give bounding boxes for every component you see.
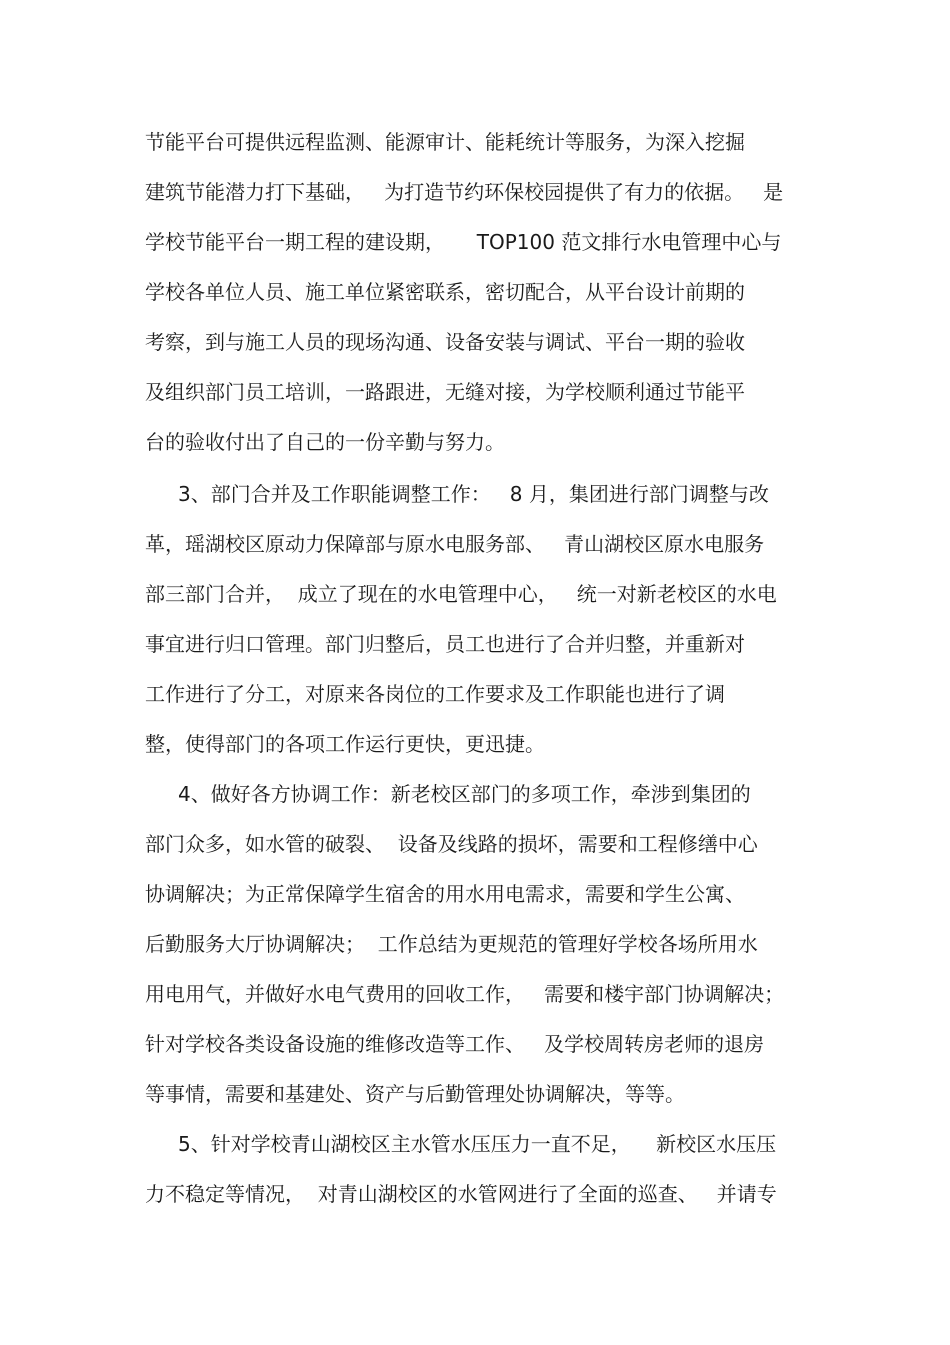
text-line: 部门众多，如水管的破裂、 设备及线路的损坏，需要和工程修缮中心 (145, 832, 758, 856)
text-line: 5、针对学校青山湖校区主水管水压压力一直不足， 新校区水压压 (178, 1132, 777, 1156)
text-line: 学校节能平台一期工程的建设期， TOP100 范文排行水电管理中心与 (145, 230, 782, 254)
text-line: 针对学校各类设备设施的维修改造等工作、 及学校周转房老师的退房 (145, 1032, 765, 1056)
text-line: 部三部门合并， 成立了现在的水电管理中心， 统一对新老校区的水电 (145, 582, 777, 606)
text-line: 及组织部门员工培训，一路跟进，无缝对接，为学校顺利通过节能平 (145, 380, 745, 404)
text-line: 用电用气，并做好水电气费用的回收工作， 需要和楼宇部门协调解决； (145, 982, 785, 1006)
text-line: 台的验收付出了自己的一份辛勤与努力。 (145, 430, 505, 454)
text-line: 革，瑶湖校区原动力保障部与原水电服务部、 青山湖校区原水电服务 (145, 532, 765, 556)
text-line: 学校各单位人员、施工单位紧密联系，密切配合，从平台设计前期的 (145, 280, 745, 304)
text-line: 力不稳定等情况， 对青山湖校区的水管网进行了全面的巡查、 并请专 (145, 1182, 777, 1206)
text-line: 考察，到与施工人员的现场沟通、设备安装与调试、平台一期的验收 (145, 330, 745, 354)
text-line: 协调解决；为正常保障学生宿舍的用水用电需求，需要和学生公寓、 (145, 882, 745, 906)
text-line: 整，使得部门的各项工作运行更快，更迅捷。 (145, 732, 545, 756)
text-line: 后勤服务大厅协调解决； 工作总结为更规范的管理好学校各场所用水 (145, 932, 758, 956)
text-line: 建筑节能潜力打下基础， 为打造节约环保校园提供了有力的依据。 是 (145, 180, 784, 204)
text-line: 3、部门合并及工作职能调整工作： 8 月，集团进行部门调整与改 (178, 482, 769, 506)
text-line: 事宜进行归口管理。部门归整后，员工也进行了合并归整，并重新对 (145, 632, 745, 656)
text-line: 4、做好各方协调工作：新老校区部门的多项工作，牵涉到集团的 (178, 782, 751, 806)
text-line: 节能平台可提供远程监测、能源审计、能耗统计等服务，为深入挖掘 (145, 130, 745, 154)
text-line: 等事情，需要和基建处、资产与后勤管理处协调解决，等等。 (145, 1082, 685, 1106)
text-line: 工作进行了分工，对原来各岗位的工作要求及工作职能也进行了调 (145, 682, 725, 706)
